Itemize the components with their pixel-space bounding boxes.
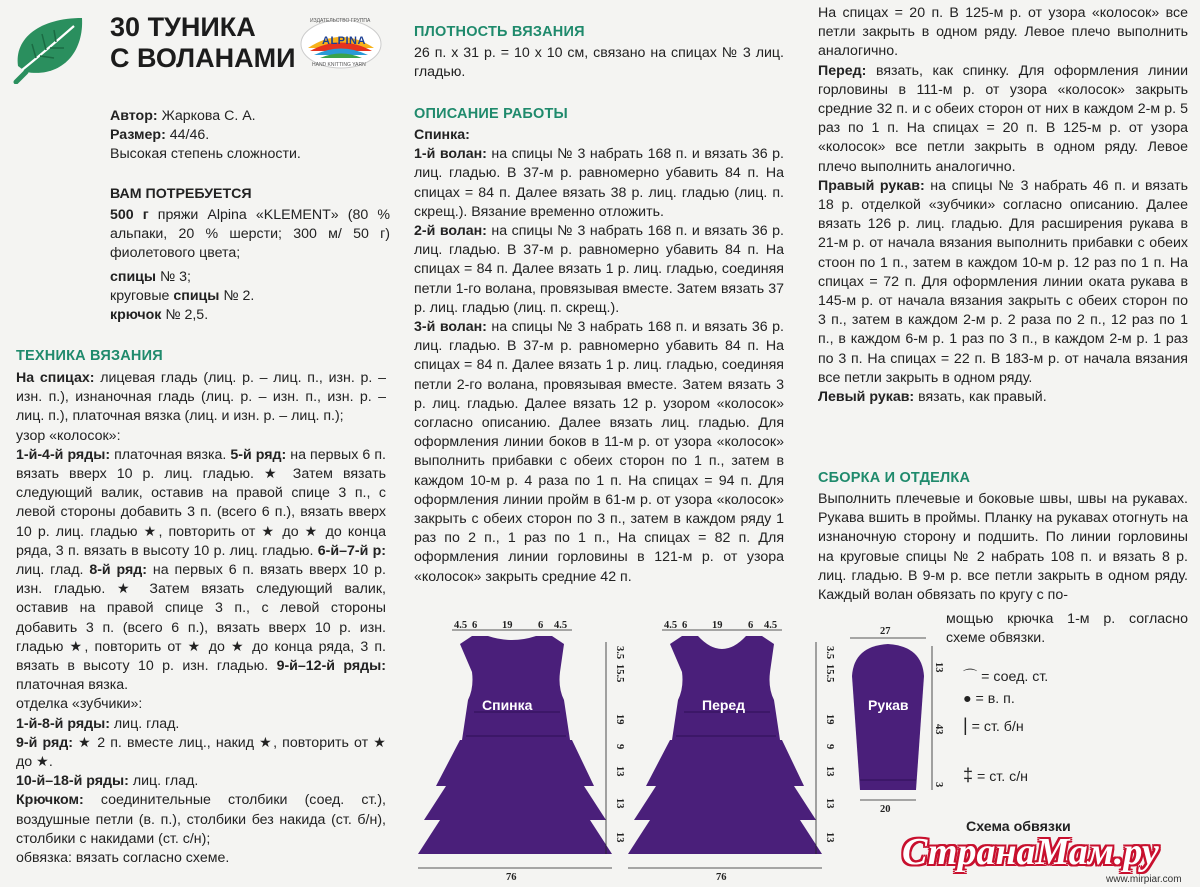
front-dim-top-5: 4.5 — [764, 620, 778, 631]
teeth-rows-1-8-label: 1-й-8-й ряды: — [16, 715, 110, 732]
front-label: Перед: — [818, 62, 867, 79]
back-neckline-end: На спицах = 20 п. В 125-м р. от узора «колосок» все петли закрыть в одном ряду. Левое плечо выполнить аналогично. — [818, 5, 1188, 60]
size-value: 44/46. — [169, 127, 210, 143]
rows-9-12-label: 9-й–12-й ряды: — [276, 658, 386, 675]
description-heading: ОПИСАНИЕ РАБОТЫ — [414, 106, 568, 122]
technique-p2: узор «колосок»: — [16, 427, 121, 444]
sleeve-top-width: 27 — [880, 626, 891, 637]
density-text: 26 п. х 31 р. = 10 х 10 см, связано на спицах № 3 лиц. гладью. — [414, 45, 784, 81]
row-5-label: 5-й ряд: — [230, 446, 287, 463]
sleeve-shape — [852, 644, 924, 790]
wave-2 — [414, 222, 784, 318]
back-dim-top-1: 4.5 — [454, 620, 468, 631]
needles-label: спицы — [110, 269, 157, 285]
sleeve-side-1: 13 — [933, 662, 944, 673]
front-dim-top-3: 19 — [712, 620, 723, 631]
single-crochet-icon: | — [963, 715, 968, 735]
leaf-icon — [12, 14, 88, 84]
column-3-body — [818, 4, 1188, 407]
wave-1 — [414, 145, 784, 222]
right-sleeve-paragraph — [818, 177, 1188, 388]
watermark-url: www.mirpiar.com — [1106, 874, 1182, 885]
crochet-label: Крючком: — [16, 792, 84, 809]
legend-slip-stitch — [963, 668, 1048, 687]
assembly-heading: СБОРКА И ОТДЕЛКА — [818, 470, 971, 486]
teeth-row-9-text: ★ 2 п. вместе лиц., накид ★, повторить от ★ до ★. — [16, 734, 386, 771]
technique-p3 — [16, 446, 386, 696]
wave-2-text: на спицы № 3 набрать 168 п. и вязать 36 р. лиц. гладью. В 37-м р. равномерно убавить 84 п. На спицах = 84 п. Далее вязать 1 р. лиц. гладью, соединяя петли 1-го волана, провязывая вместе. Затем вязать 37 р. лиц. гладью (лиц. п. скрещ.). — [414, 223, 784, 316]
yarn-amount: 500 г — [110, 207, 149, 223]
row-8-text: на первых 6 п. вязать вверх 10 р. изн. гладью. ★ Затем вязать следующий валик, оставив на правой спице 3 п., с левой стороны добавить 3 п. (всего 6 п.), вязать вверх 10 р. изн. гладью ★, повторить от ★ до ★ до конца ряда, 3 п. вязать в высоту 10 р. изн. гладью. — [16, 562, 386, 675]
legend-dc — [963, 766, 1028, 787]
back-bottom-width: 76 — [506, 872, 517, 880]
watermark-brand: СтранаМам.ру — [902, 831, 1159, 873]
back-dim-top-3: 19 — [502, 620, 513, 631]
tech-needles-label: На спицах: — [16, 370, 95, 386]
materials-hook — [110, 306, 208, 325]
side-dim-6: 13 — [614, 798, 625, 809]
pattern-number: 30 — [110, 12, 141, 42]
author-line — [110, 107, 390, 126]
author-value: Жаркова С. А. — [161, 108, 256, 124]
sleeve-label: Рукав — [868, 697, 909, 713]
legend-l2-text: = в. п. — [975, 691, 1015, 707]
side-dim-1: 3.5 — [614, 646, 625, 660]
garment-diagrams — [410, 618, 950, 880]
rows-6-7-text: лиц. глад. — [16, 562, 84, 579]
back-flounce-3 — [418, 820, 612, 854]
front-flounce-3 — [628, 820, 822, 854]
front-label: Перед — [702, 697, 746, 713]
hook-text: № 2,5. — [165, 307, 209, 323]
slip-stitch-icon: ⌒ — [963, 669, 978, 685]
difficulty: Высокая степень сложности. — [110, 146, 301, 162]
sleeve-diagram — [850, 626, 944, 815]
front-paragraph — [818, 62, 1188, 177]
side-dim-2: 15.5 — [614, 664, 625, 683]
technique-p1 — [16, 369, 386, 427]
side-dim-7: 13 — [614, 832, 625, 843]
legend-l3-text: = ст. б/н — [971, 719, 1024, 735]
technique-heading: ТЕХНИКА ВЯЗАНИЯ — [16, 348, 163, 364]
front-bodice — [670, 636, 780, 740]
sleeve-side-3: 3 — [933, 782, 944, 788]
row-5-text: на первых 6 п. вязать вверх 10 р. лиц. гладью. ★ Затем вязать следующий валик, оставив на правой спице 3 п., с левой стороны добавить 3 п. (всего 6 п.), вязать вверх 10 р. лиц. гладью ★, повторить от ★ до ★ до конца ряда, 3 п. вязать в высоту 10 р. лиц. гладью. — [16, 446, 386, 559]
back-dim-top-2: 6 — [472, 620, 478, 631]
teeth-row-9-label: 9-й ряд: — [16, 734, 73, 751]
front-side-dim-4: 9 — [824, 744, 835, 750]
front-bottom-width: 76 — [716, 872, 727, 880]
back-side-dims — [614, 646, 625, 843]
technique-p8 — [16, 791, 386, 849]
description-body — [414, 126, 784, 587]
teeth-rows-10-18-text: лиц. глад. — [132, 773, 199, 790]
right-sleeve-label: Правый рукав: — [818, 177, 925, 194]
technique-body — [16, 369, 386, 868]
crochet-text: соединительные столбики (соед. ст.), воздушные петли (в. п.), столбики без накида (ст. б/н), столбики с накидами (ст. с/н); — [16, 792, 386, 847]
front-side-dim-2: 15.5 — [824, 664, 835, 683]
front-side-dim-3: 19 — [824, 714, 835, 725]
rows-6-7-label: 6-й–7-й р: — [317, 542, 386, 559]
scheme-title: Схема обвязки — [966, 819, 1071, 835]
back-flounce-2 — [424, 786, 606, 820]
wave-3-label: 3-й волан: — [414, 319, 487, 336]
side-dim-3: 19 — [614, 714, 625, 725]
legend-chain — [963, 690, 1015, 709]
front-dim-top-1: 4.5 — [664, 620, 678, 631]
rows-1-4-text: платочная вязка. — [114, 446, 227, 463]
left-sleeve-text: вязать, как правый. — [918, 389, 1047, 406]
page-title — [110, 12, 296, 74]
title-line1: ТУНИКА — [147, 12, 256, 42]
teeth-rows-10-18-label: 10-й–18-й ряды: — [16, 773, 129, 790]
front-side-dim-1: 3.5 — [824, 646, 835, 660]
side-dim-5: 13 — [614, 766, 625, 777]
title-line2: С ВОЛАНАМИ — [110, 43, 296, 73]
wave-1-label: 1-й волан: — [414, 146, 487, 163]
logo-top-text: ИЗДАТЕЛЬСТВО ГРУППА — [310, 18, 371, 24]
wave-2-label: 2-й волан: — [414, 223, 487, 240]
front-side-dim-5: 13 — [824, 766, 835, 777]
technique-p7 — [16, 772, 386, 791]
chain-icon: ● — [963, 691, 972, 707]
back-dim-top-5: 4.5 — [554, 620, 568, 631]
front-text: вязать, как спинку. Для оформления линии горловины в 111-м р. от узора «колосок» закрыть средние 32 п. и с обеих сторон от них в каждом 2-м р. 5 раз по 1 п. На спицах = 20 п. В 125-м р. от узора «колосок» все петли закрыть в одном ряду. Левое плечо выполнить аналогично. — [818, 62, 1188, 175]
right-sleeve-text: на спицы № 3 набрать 46 п. и вязать 18 р. отделкой «зубчики» согласно описанию. Далее вязать 126 р. лиц. гладью. Для расширения рукава в 21-м р. от начала вязания выполнить прибавки с обеих стоон по 1 п., затем в каждом 10-м р. 12 раз по 1 п. На спицах = 72 п. Для оформления линии оката рукава в 145-м р. от начала вязания закрыть с обеих сторон по 3 п., затем в каждом 2-м р. 2 раза по 2 п., 12 раз по 1 п., в каждом 6-м р. 1 раз по 3 п., в каждом 2-м р. 1 раз по 3 п. На спицах = 22 п. В 183-м р. от начала вязания все петли закрыть в одном ряду. — [818, 177, 1189, 386]
assembly-text-2: мощью крючка 1-м р. согласно схеме обвязки. — [946, 611, 1188, 647]
technique-p6 — [16, 734, 386, 772]
circular-text: круговые — [110, 288, 170, 304]
materials-needles — [110, 268, 191, 287]
circular-num: № 2. — [223, 288, 255, 304]
rows-1-4-label: 1-й-4-й ряды: — [16, 446, 111, 463]
assembly-text-1: Выполнить плечевые и боковые швы, швы на рукавах. Рукава вшить в проймы. Планку на рукавах отогнуть на изнаночную сторону и подшить. По линии горловины на круговые спицы № 2 набрать 108 п. и вязать 8 р. лиц. гладью. В 9-м р. все петли закрыть в одном ряду. Каждый волан обвязать по кругу с по- — [818, 491, 1188, 604]
technique-p5 — [16, 715, 386, 734]
front-side-dim-6: 13 — [824, 798, 835, 809]
sleeve-side-2: 43 — [933, 724, 944, 735]
wave-1-text: на спицы № 3 набрать 168 п. и вязать 36 р. лиц. гладью. В 37-м р. равномерно убавить 84 п. На спицах = 84 п. Далее вязать 38 р. лиц. гладью (лиц. п. скрещ.). Вязание временно отложить. — [414, 146, 784, 220]
yarn-text: пряжи Alpina «KLEMENT» (80 % альпаки, 20 % шерсти; 300 м/ 50 г) фиолетового цвета; — [110, 207, 390, 262]
left-sleeve-paragraph — [818, 388, 1188, 407]
author-label: Автор: — [110, 108, 158, 124]
front-side-dim-7: 13 — [824, 832, 835, 843]
wave-3 — [414, 318, 784, 587]
needles-text: № 3; — [159, 269, 191, 285]
technique-p4: отделка «зубчики»: — [16, 696, 143, 713]
back-dim-top-4: 6 — [538, 620, 544, 631]
materials-yarn — [110, 206, 390, 264]
front-diagram — [628, 620, 835, 880]
double-crochet-icon: ‡ — [963, 765, 974, 785]
back-flounce-1 — [436, 740, 594, 786]
sleeve-bottom-width: 20 — [880, 804, 891, 815]
front-flounce-2 — [634, 786, 816, 820]
circular-bold: спицы — [173, 288, 220, 304]
legend-l4-text: = ст. с/н — [976, 769, 1028, 785]
row-8-label: 8-й ряд: — [89, 562, 148, 579]
back-label: Спинка — [482, 697, 533, 713]
back-bodice — [460, 636, 570, 740]
size-label: Размер: — [110, 127, 166, 143]
back-diagram — [418, 620, 612, 880]
back-label: Спинка: — [414, 127, 470, 143]
left-sleeve-label: Левый рукав: — [818, 389, 915, 406]
tech-needles-text: лицевая гладь (лиц. р. – лиц. п., изн. р. – изн. п.), изнаночная гладь (лиц. р. – изн. п., изн. р. – лиц. п.), платочная вязка (лиц. и изн. р. – лиц. п.); — [16, 370, 386, 425]
alpina-logo — [298, 16, 384, 72]
front-flounce-1 — [646, 740, 804, 786]
teeth-rows-1-8-text: лиц. глад. — [113, 715, 180, 732]
legend-sc — [963, 716, 1024, 737]
logo-text: ALPINA — [322, 35, 366, 47]
size-line — [110, 126, 390, 145]
legend-l1-text: = соед. ст. — [981, 669, 1049, 685]
side-dim-4: 9 — [614, 744, 625, 750]
materials-heading: ВАМ ПОТРЕБУЕТСЯ — [110, 186, 252, 202]
density-heading: ПЛОТНОСТЬ ВЯЗАНИЯ — [414, 24, 585, 40]
logo-bottom-text: HAND KNITTING YARN — [312, 62, 366, 68]
rows-9-12-text: платочная вязка. — [16, 677, 129, 694]
wave-3-text: на спицы № 3 набрать 168 п. и вязать 36 р. лиц. гладью. В 37-м р. равномерно убавить 84 п. На спицах = 84 п. Далее вязать 1 р. лиц. гладью, соединяя петли 2-го волана, провязывая вместе. Затем вязать 3 р. лиц. гладью. Далее вязать 12 р. узором «колосок» согласно описанию. Далее вязать лиц. гладью. Для оформления линии боков в 11-м р. от узора «колосок» выполнить прибавки с обеих сторон по 1 п., затем в каждом 10-м р. 4 раза по 1 п. На спицах = 94 п. Для оформления линии пройм в 61-м р. от узора «колосок» закрыть с обеих сторон по 3 п., затем в каждом ряду 1 раз по 2 п., 1 раз по 1 п., На спицах = 82 п. Для оформления линии горловины в 121-м р. от узора «колосок» закрыть средние 42 п. — [414, 319, 784, 585]
front-dim-top-2: 6 — [682, 620, 688, 631]
materials-circular — [110, 287, 254, 306]
front-dim-top-4: 6 — [748, 620, 754, 631]
hook-label: крючок — [110, 307, 162, 323]
technique-p9: обвязка: вязать согласно схеме. — [16, 850, 230, 867]
